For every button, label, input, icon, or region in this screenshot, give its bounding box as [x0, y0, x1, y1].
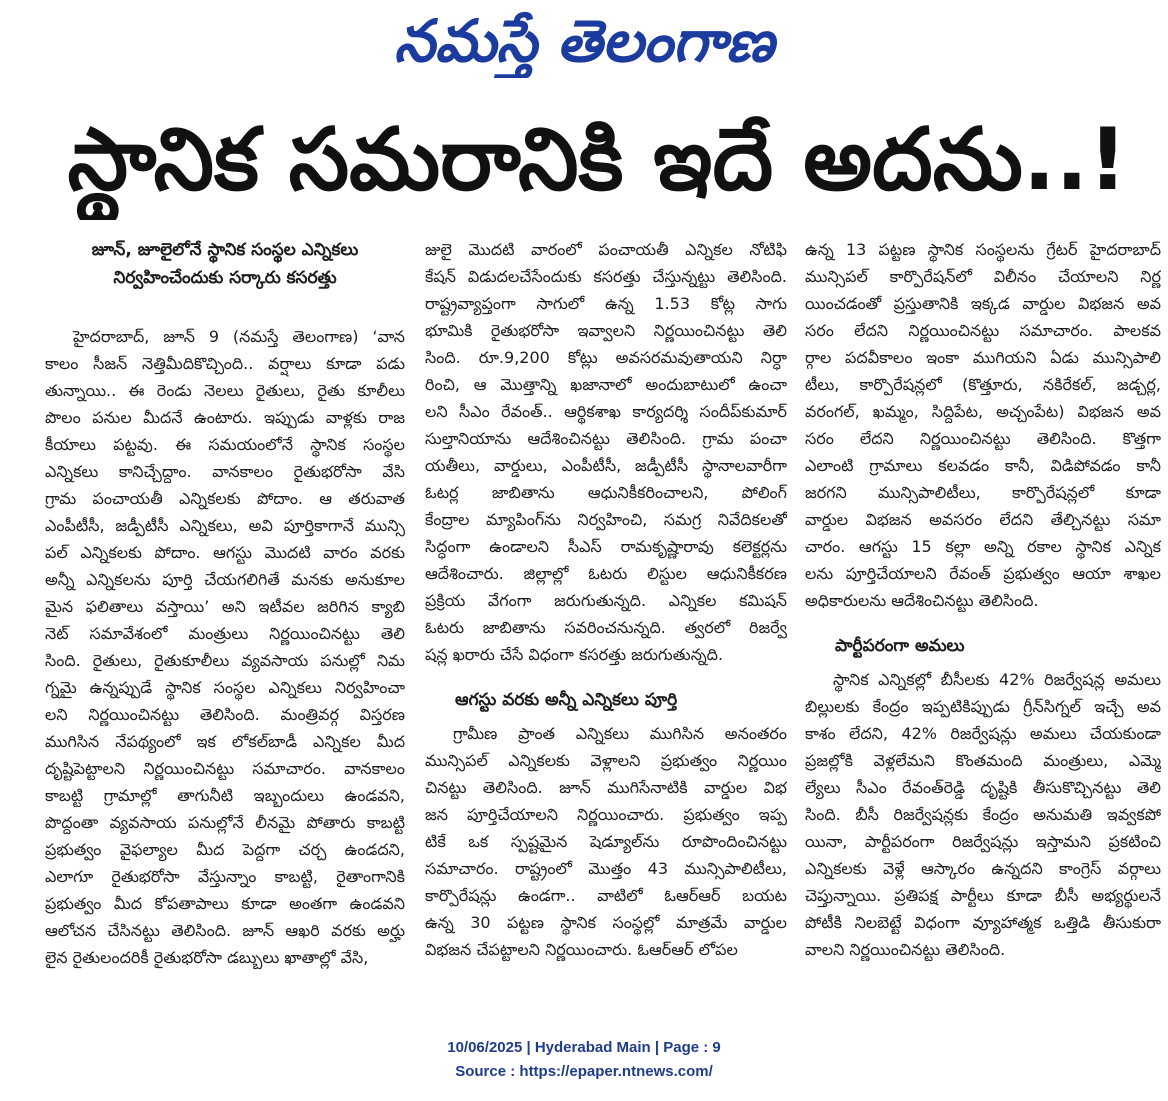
text-line: లను పూర్తిచేయాలని రేవంత్ ప్రభుత్వం ఆయా శాఖల — [805, 564, 1161, 583]
article-column-3 — [805, 236, 1161, 996]
text-line: జన పూర్తిచేయాలని నిర్ణయించారు. ప్రభుత్వం ఇప్ప — [425, 805, 787, 824]
article-paragraph — [805, 236, 1161, 614]
text-line: ఎన్నికలకు వెళ్లే ఆస్కారం ఉన్నదని కాంగ్రెస్ వర్గాలు — [805, 859, 1161, 878]
text-line: ఓటరు జాబితాను సవరించనున్నది. త్వరలో రిజర్వే — [425, 618, 787, 637]
text-line: కేషన్ విడుదలచేసేందుకు కసరత్తు చేస్తున్నట్టు తెలిసింది. — [425, 267, 787, 286]
text-line: యించడంతో ప్రస్తుతానికి ఇక్కడ వార్డుల విభజన అవ — [805, 294, 1161, 313]
text-line: విభజన చేపట్టాలని నిర్ణయించారు. ఓఆర్‌ఆర్ లోపల — [425, 940, 738, 959]
text-line: పోటీకి నిలబెట్టే విధంగా వ్యూహాత్మక ఒత్తిడి తీసుకురా — [805, 913, 1161, 932]
text-line: జరగని మున్సిపాలిటీలు, కార్పొరేషన్లలో కూడా — [805, 483, 1161, 502]
text-line: హైదరాబాద్, జూన్ 9 (నమస్తే తెలంగాణ) ‘వాన — [73, 327, 405, 346]
text-line: ఓటర్ల జాబితాను ఆధునికీకరించాలని, పోలింగ్ — [425, 483, 787, 502]
text-line: సరం లేదని నిర్ణయించినట్టు సమాచారం. పాలకవ — [805, 321, 1161, 340]
text-line: సరం లేదని నిర్ణయించినట్టు తెలిసింది. కొత్తగా — [805, 429, 1161, 448]
text-line: వార్డుల విభజన అవసరం లేదని తేల్చినట్టు సమా — [805, 510, 1161, 529]
text-line: ఉన్న 30 పట్టణ స్థానిక సంస్థల్లో మాత్రమే వార్డుల — [425, 913, 787, 932]
text-line: ప్రభుత్వం వైఫల్యాల మీద పెద్దగా చర్చ ఉండదని, — [45, 840, 405, 859]
text-line: యతీలు, వార్డులు, ఎంపీటీసీ, జడ్పీటీసీ స్థానాలవారీగా — [425, 456, 787, 475]
article-paragraph — [805, 666, 1161, 963]
article-paragraph — [425, 720, 787, 963]
text-line: రించి, ఆ మొత్తాన్ని ఖజానాలో అందుబాటులో ఉంచా — [425, 375, 787, 394]
text-line: సుల్తానియాను ఆదేశించినట్టు తెలిసింది. గ్రామ పంచా — [425, 429, 787, 448]
text-line: నిర్వహించేందుకు సర్కారు కసరత్తు — [113, 268, 337, 288]
section-heading: ఆగస్టు వరకు అన్నీ ఎన్నికలు పూర్తి — [455, 690, 678, 710]
text-line: కీయాలు పట్టవు. ఈ సమయంలోనే స్థానిక సంస్థల — [45, 435, 405, 454]
text-line: వరంగల్, ఖమ్మం, సిద్దిపేట, అచ్చంపేట) విభజన అవ — [805, 402, 1161, 421]
text-line: గ్రామ పంచాయతీ ఎన్నికలకు పోదాం. ఆ తరువాత — [45, 489, 405, 508]
text-line: సింది. బీసీ రిజర్వేషన్లకు కేంద్రం అనుమతి ఇవ్వకపో — [805, 805, 1161, 824]
article-paragraph — [425, 236, 787, 668]
text-line: జూన్, జూలైలోనే స్థానిక సంస్థల ఎన్నికలు — [91, 240, 359, 260]
text-line: ల్యేలు సీఎం రేవంత్‌రెడ్డి దృష్టికి తీసుకొచ్చినట్టు తెలి — [805, 778, 1161, 797]
text-line: కార్పొరేషన్లు ఉండగా.. వాటిలో ఓఆర్‌ఆర్ బయట — [425, 886, 787, 905]
article-column-1 — [45, 236, 405, 996]
source-url: Source : https://epaper.ntnews.com/ — [455, 1063, 713, 1080]
text-line: బిల్లులకు కేంద్రం ఇప్పటికిప్పుడు గ్రీన్‌సిగ్నల్ ఇచ్చే అవ — [805, 697, 1161, 716]
text-line: కాలం సీజన్ నెత్తిమీదికొచ్చింది.. వర్షాలు కూడా పడు — [45, 354, 405, 373]
text-line: రాష్ట్రవ్యాప్తంగా సాగులో ఉన్న 1.53 కోట్ల సాగు — [425, 294, 787, 313]
text-line: అన్నీ ఎన్నికలను పూర్తి చేయగలిగితే మనకు అనుకూల — [45, 570, 405, 589]
text-line: టీలు, కార్పొరేషన్లలో (కొత్తూరు, నకిరేకల్, జడ్చర్ల, — [805, 375, 1161, 394]
headline: స్థానిక సమరానికి ఇదే అదను..! — [67, 110, 1128, 210]
text-line: గ్నమై ఉన్నప్పుడే స్థానిక సంస్థల ఎన్నికలు నిర్వహించా — [45, 678, 405, 697]
text-line: ముగిసిన నేపథ్యంలో ఇక లోకల్‌బాడీ ఎన్నికల మీద — [45, 732, 405, 751]
text-line: సింది. రైతులు, రైతుకూలీలు వ్యవసాయ పనుల్లో నిమ — [45, 651, 405, 670]
text-line: యినా, పార్టీపరంగా రిజర్వేషన్లు ఇస్తామని ప్రకటించి — [805, 832, 1161, 851]
text-line: మున్సిపల్ కార్పొరేషన్‌లో విలీనం చేయాలని నిర్ణ — [805, 267, 1161, 286]
text-line: తున్నాయి.. ఈ రెండు నెలలు రైతులు, రైతు కూలీలు — [45, 381, 405, 400]
text-line: సిద్ధంగా ఉండాలని సీఎస్ రామకృష్ణారావు కలెక్టర్లను — [425, 537, 787, 556]
text-line: కేంద్రాల మ్యాపింగ్‌ను నిర్వహించి, సమగ్ర నివేదికలతో — [425, 510, 787, 529]
text-line: జులై మొదటి వారంలో పంచాయతీ ఎన్నికల నోటిఫి — [425, 240, 787, 259]
edition-info: 10/06/2025 | Hyderabad Main | Page : 9 — [447, 1039, 721, 1056]
text-line: ఎలాంటి గ్రామాలు కలవడం కానీ, విడిపోవడం కానీ — [805, 456, 1161, 475]
text-line: నెట్ సమావేశంలో మంత్రులు నిర్ణయించినట్టు తెలి — [45, 624, 405, 643]
text-line: ప్రజల్లోకి వెళ్లలేమని కొంతమంది మంత్రులు, ఎమ్మె — [805, 751, 1161, 770]
text-line: ఆదేశించారు. జిల్లాల్లో ఓటరు లిస్టుల ఆధునికీకరణ — [425, 564, 787, 583]
article-subheading — [45, 236, 405, 292]
text-line: భూమికి రైతుభరోసా ఇవ్వాలని నిర్ణయించినట్టు తెలి — [425, 321, 787, 340]
text-line: వాలని నిర్ణయించినట్టు తెలిసింది. — [805, 940, 1006, 959]
text-line: మున్సిపల్ ఎన్నికలకు వెళ్లాలని ప్రభుత్వం నిర్ణయిం — [425, 751, 787, 770]
text-line: పల్ ఎన్నికలకు పోదాం. ఆగస్టు మొదటి వారం వరకు — [45, 543, 405, 562]
text-line: ఆలోచన చేసినట్టు తెలిసింది. జూన్ ఆఖరి వరకు అర్హు — [45, 921, 405, 940]
text-line: చెప్తున్నాయి. ప్రతిపక్ష పార్టీలు కూడా బీసీ అభ్యర్థులనే — [805, 886, 1161, 905]
text-line: చినట్టు తెలిసింది. జూన్ ముగిసేనాటికి వార్డుల విభ — [425, 778, 787, 797]
text-line: స్థానిక ఎన్నికల్లో బీసీలకు 42% రిజర్వేషన్ల అమలు — [833, 670, 1161, 689]
page-footer — [0, 1036, 1168, 1084]
text-line: లని నిర్ణయించినట్టు తెలిసింది. మంత్రివర్గ విస్తరణ — [45, 705, 405, 724]
text-line: అధికారులను ఆదేశించినట్టు తెలిసింది. — [805, 591, 1039, 610]
text-line: సమాచారం. రాష్ట్రంలో మొత్తం 43 మున్సిపాలిటీలు, — [425, 859, 787, 878]
text-line: కాబట్టి గ్రామాల్లో తాగునీటి ఇబ్బందులు ఉండవని, — [45, 786, 405, 805]
text-line: ర్గాల పదవీకాలం ఇంకా ముగియని ఏడు మున్సిపాలి — [805, 348, 1161, 367]
section-heading: పార్టీపరంగా అమలు — [835, 636, 965, 656]
article-column-2 — [425, 236, 787, 996]
text-line: ఎన్నికలు కానిచ్చేద్దాం. వానకాలం రైతుభరోసా వేసి — [45, 462, 405, 481]
newspaper-logo: నమస్తే తెలంగాణ — [394, 7, 774, 75]
text-line: ఎలాగూ రైతుభరోసా వేస్తున్నాం కాబట్టి, రైతాంగానికి — [45, 867, 405, 886]
text-line: ఉన్న 13 పట్టణ స్థానిక సంస్థలను గ్రేటర్ హైదరాబాద్ — [805, 240, 1161, 259]
text-line: దృష్టిపెట్టాలని నిర్ణయించినట్టు సమాచారం. వానకాలం — [45, 759, 405, 778]
text-line: లని సీఎం రేవంత్.. ఆర్థికశాఖ కార్యదర్శి సందీప్‌కుమార్ — [425, 402, 787, 421]
text-line: చారం. ఆగస్టు 15 కల్లా అన్ని రకాల స్థానిక ఎన్నిక — [805, 537, 1161, 556]
text-line: సింది. రూ.9,200 కోట్లు అవసరమవుతాయని నిర్ధా — [425, 348, 787, 367]
text-line: షన్ల ఖరారు చేసే విధంగా కసరత్తు జరుగుతున్నది. — [425, 645, 724, 664]
text-line: కాశం లేదని, 42% రిజర్వేషన్లు అమలు చేయకుండా — [805, 724, 1161, 743]
article-paragraph — [45, 323, 405, 971]
text-line: లైన రైతులందరికీ రైతుభరోసా డబ్బులు ఖాతాల్లో వేసి, — [45, 948, 369, 967]
text-line: గ్రామీణ ప్రాంత ఎన్నికలు ముగిసిన అనంతరం — [453, 724, 787, 743]
text-line: పొలం పనుల మీదనే ఉంటారు. ఇప్పుడు వాళ్లకు రాజ — [45, 408, 405, 427]
text-line: టికే ఒక స్పష్టమైన షెడ్యూల్‌ను రూపొందించినట్టు — [425, 832, 787, 851]
text-line: పొద్దంతా వ్యవసాయ పనుల్లోనే లీనమై పోతారు కాబట్టి — [45, 813, 405, 832]
text-line: మైన ఫలితాలు వస్తాయి’ అని ఇటీవల జరిగిన క్యాబి — [45, 597, 405, 616]
text-line: ప్రక్రియ వేగంగా జరుగుతున్నది. ఎన్నికల కమిషన్ — [425, 591, 787, 610]
text-line: ఎంపీటీసీ, జడ్పీటీసీ ఎన్నికలు, అవి పూర్తికాగానే మున్సి — [45, 516, 405, 535]
text-line: ప్రభుత్వం మీద కోపతాపాలు కూడా అంతగా ఉండవని — [45, 894, 405, 913]
